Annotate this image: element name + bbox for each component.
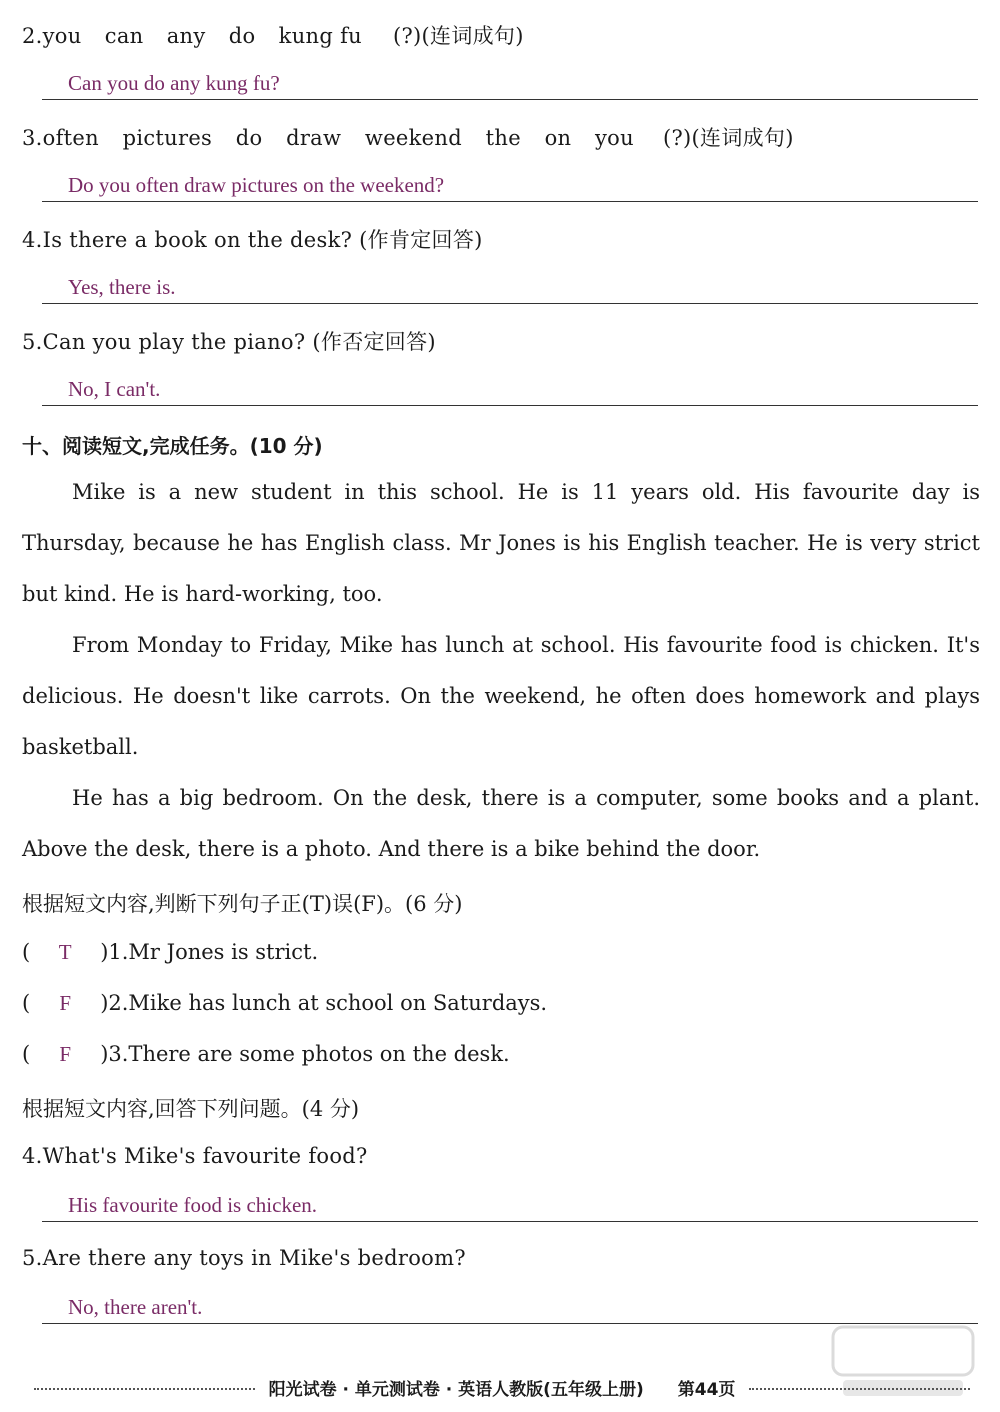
page-footer: [34, 1372, 970, 1402]
tf-mark: F: [59, 1042, 72, 1066]
qa-answer-line-5: [42, 1290, 978, 1324]
word: 2.you: [22, 24, 82, 48]
answer-4: Yes, there is.: [68, 275, 176, 299]
word: draw: [286, 126, 342, 150]
page-number: 第44页: [677, 1379, 736, 1400]
word: any: [166, 24, 206, 48]
question-5: 5.Can you play the piano? (作否定回答): [22, 330, 436, 354]
answer-rule: [42, 405, 978, 406]
answer-rule: [42, 99, 978, 100]
question-3: [22, 122, 794, 152]
question-4: 4.Is there a book on the desk? (作肯定回答): [22, 228, 483, 252]
question-2-words: [22, 24, 362, 48]
section-10-heading: 十、阅读短文,完成任务。(10 分): [22, 434, 323, 458]
passage-paragraph-2: [22, 620, 980, 773]
question-3-instruction: (?)(连词成句): [662, 126, 794, 150]
word: 3.often: [22, 126, 99, 150]
tf-item-3: [22, 1042, 510, 1067]
qa-answer-5: No, there aren't.: [68, 1295, 203, 1319]
passage-paragraph-3: [22, 773, 980, 875]
question-2: [22, 20, 978, 50]
answer-5: No, I can't.: [68, 377, 161, 401]
passage-paragraph-1: [22, 467, 980, 620]
paragraph-text: Mike is a new student in this school. He is 11 years old. His favourite day is Thursday, because he has English class. Mr Jones is his English teacher. He is very strict but kind. He is hard-working, too.: [22, 480, 980, 606]
paragraph-text: He has a big bedroom. On the desk, there is a computer, some books and a plant. Above the desk, there is a photo. And there is a bike behind the door.: [22, 786, 980, 861]
word: pictures: [122, 126, 213, 150]
qa-answer-line-4: [42, 1188, 978, 1222]
tf-mark: F: [59, 991, 72, 1015]
answer-rule: [42, 1221, 978, 1222]
word: the: [485, 126, 521, 150]
answer-3: Do you often draw pictures on the weekend?: [68, 173, 445, 197]
answer-line-2: [42, 66, 978, 100]
open-paren: (: [22, 940, 31, 964]
answer-line-3: [42, 168, 978, 202]
open-paren: (: [22, 1042, 31, 1066]
tf-item-2: [22, 991, 547, 1016]
tf-instruction: 根据短文内容,判断下列句子正(T)误(F)。(6 分): [22, 892, 463, 916]
tf-mark: T: [58, 940, 72, 964]
footer-title: 阳光试卷 · 单元测试卷 · 英语人教版(五年级上册): [268, 1379, 644, 1400]
open-paren: (: [22, 991, 31, 1015]
answer-rule: [42, 201, 978, 202]
word: can: [104, 24, 144, 48]
qa-instruction: 根据短文内容,回答下列问题。(4 分): [22, 1097, 360, 1121]
qa-answer-4: His favourite food is chicken.: [68, 1193, 318, 1217]
word: kung fu: [278, 24, 362, 48]
tf-text: )2.Mike has lunch at school on Saturdays.: [100, 991, 548, 1015]
word: do: [235, 126, 263, 150]
paragraph-text: From Monday to Friday, Mike has lunch at school. His favourite food is chicken. It's delicious. He doesn't like carrots. On the weekend, he often does homework and plays basketball.: [22, 633, 980, 759]
footer-dotted-rule: [749, 1388, 970, 1390]
tf-text: )3.There are some photos on the desk.: [100, 1042, 510, 1066]
qa-question-5: 5.Are there any toys in Mike's bedroom?: [22, 1246, 466, 1270]
word: on: [544, 126, 572, 150]
word: you: [594, 126, 634, 150]
tf-item-1: [22, 940, 318, 965]
answer-rule: [42, 303, 978, 304]
footer-dotted-rule: [34, 1388, 255, 1390]
answer-2: Can you do any kung fu?: [68, 71, 280, 95]
word: do: [228, 24, 256, 48]
qa-question-4: 4.What's Mike's favourite food?: [22, 1144, 368, 1168]
question-3-words: [22, 126, 634, 150]
tf-text: )1.Mr Jones is strict.: [100, 940, 319, 964]
answer-line-5: [42, 372, 978, 406]
question-2-instruction: (?)(连词成句): [392, 24, 524, 48]
answer-line-4: [42, 270, 978, 304]
word: weekend: [364, 126, 462, 150]
